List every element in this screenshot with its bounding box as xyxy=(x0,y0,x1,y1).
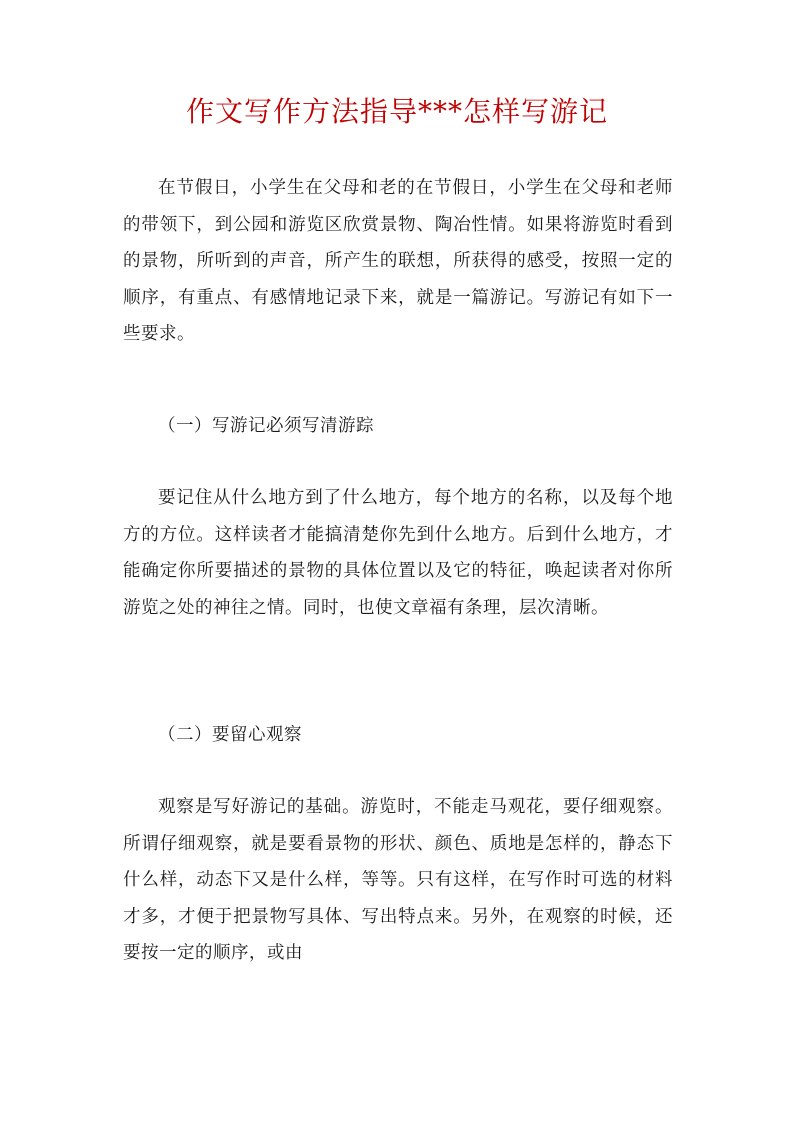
section-heading-2: （二）要留心观察 xyxy=(158,725,302,745)
document-title: 作文写作方法指导***怎样写游记 xyxy=(185,95,608,128)
section-body-1: 要记住从什么地方到了什么地方，每个地方的名称，以及每个地方的方位。这样读者才能搞清楚你先到什么地方。后到什么地方，才能确定你所要描述的景物的具体位置以及它的特征，唤起读者对你所游览之处的神往之情。同时，也使文章福有条理，层次清晰。 xyxy=(123,488,673,618)
intro-paragraph: 在节假日，小学生在父母和老的在节假日，小学生在父母和老师的带领下，到公园和游览区欣赏景物、陶冶性情。如果将游览时看到的景物，所听到的声音，所产生的联想，所获得的感受，按照一定的顺序，有重点、有感情地记录下来，就是一篇游记。写游记有如下一些要求。 xyxy=(123,178,673,344)
section-body-2: 观察是写好游记的基础。游览时，不能走马观花，要仔细观察。所谓仔细观察，就是要看景物的形状、颜色、质地是怎样的，静态下什么样，动态下又是什么样，等等。只有这样，在写作时可选的材料才多，才便于把景物写具体、写出特点来。另外，在观察的时候，还要按一定的顺序，或由 xyxy=(123,797,673,963)
section-heading-1: （一）写游记必须写清游踪 xyxy=(158,416,374,436)
